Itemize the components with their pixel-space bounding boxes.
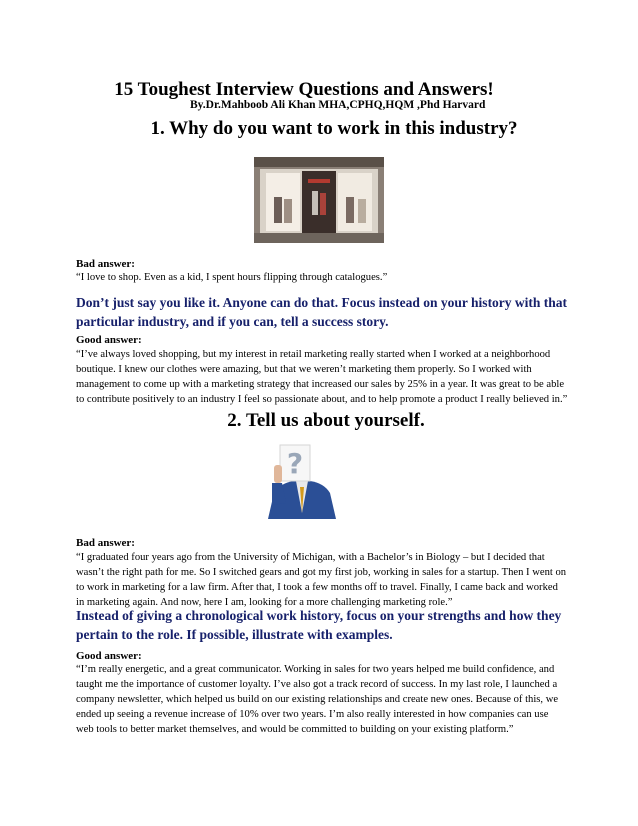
bad-answer-label-1: Bad answer: — [76, 258, 135, 270]
document-title: 15 Toughest Interview Questions and Answers! — [114, 79, 494, 100]
retail-store-photo — [254, 157, 384, 243]
svg-text:?: ? — [286, 447, 304, 480]
good-answer-label-1: Good answer: — [76, 334, 142, 346]
good-answer-text-2: “I’m really energetic, and a great communicator. Working in sales for two years helped me build confidence, and taught me the importance of customer loyalty. I’ve also got a track record of success. In my last role, I launched a company newsletter, which helped us build on our existing relationships and create new ones. Because of this, we ended up seeing a revenue increase of 10% over two years. I’m also really interested in how companies can use web tools to better market themselves, and would be committed to building on your existing platform.” — [76, 664, 559, 735]
good-answer-text-1: “I’ve always loved shopping, but my interest in retail marketing really started when I worked at a neighborhood boutique. I knew our clothes were amazing, but that we weren’t marketing them properly. So I worked with management to come up with a marketing strategy that increased our sales by 25% in a year. It was great to be able to contribute positively to an industry I feel so passionate about, and to help promote a product I really believed in.” — [76, 349, 568, 405]
advice-text-2: Instead of giving a chronological work history, focus on your strengths and how they pertain to the role. If possible, illustrate with examples. — [76, 608, 562, 642]
question-mark-man-photo — [260, 443, 344, 519]
question-1-heading: 1. Why do you want to work in this industry? — [150, 118, 518, 139]
question-2-heading: 2. Tell us about yourself. — [227, 410, 425, 431]
bad-answer-text-1: “I love to shop. Even as a kid, I spent hours flipping through catalogues.” — [76, 272, 388, 283]
good-answer-label-2: Good answer: — [76, 650, 142, 662]
bad-answer-label-2: Bad answer: — [76, 537, 135, 549]
advice-text-1: Don’t just say you like it. Anyone can do that. Focus instead on your history with that particular industry, and if you can, tell a success story. — [76, 295, 568, 329]
author-byline: By.Dr.Mahboob Ali Khan MHA,CPHQ,HQM ,Phd Harvard — [190, 99, 486, 111]
bad-answer-text-2: “I graduated four years ago from the University of Michigan, with a Bachelor’s in Biology – but I decided that wasn’t the right path for me. So I switched gears and got my first job, working in sales for a startup. Then I went on to work in marketing for a law firm. After that, I took a few months off to travel. Finally, I came back and worked in marketing again. And now, here I am, looking for a more challenging marketing role.” — [76, 552, 567, 608]
